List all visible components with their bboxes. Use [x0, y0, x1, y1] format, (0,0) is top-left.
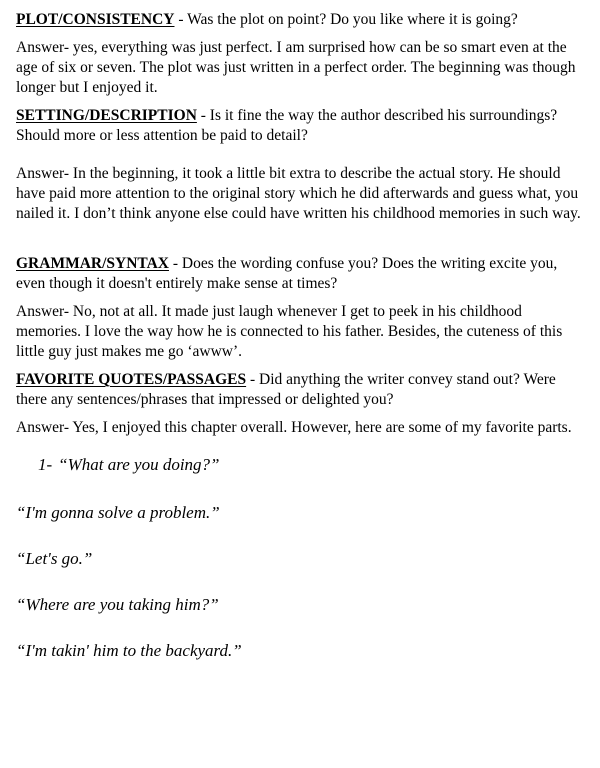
section-setting-description [16, 106, 586, 224]
heading-grammar-syntax: GRAMMAR/SYNTAX [16, 255, 169, 272]
prompt-plot-consistency [16, 10, 586, 30]
prompt-text: - Is it fine the way the author described his surroundings? Should more or less attention be paid to detail? [16, 107, 558, 144]
quote-list [16, 454, 586, 662]
heading-plot-consistency: PLOT/CONSISTENCY [16, 11, 175, 28]
heading-setting-description: SETTING/DESCRIPTION [16, 107, 197, 124]
quote-item: “I'm takin' him to the backyard.” [16, 641, 242, 660]
prompt-grammar-syntax [16, 254, 586, 294]
section-favorite-quotes [16, 370, 586, 438]
answer-setting-description: Answer- In the beginning, it took a little bit extra to describe the actual story. He should have paid more attention to the original story which he did afterwards and guess what, you nailed it. I don’t think anyone else could have written his childhood memories in such way. [16, 165, 581, 222]
quote-text: “What are you doing?” [58, 455, 220, 474]
answer-plot-consistency: Answer- yes, everything was just perfect. I am surprised how can be so smart even at the age of six or seven. The plot was just written in a perfect order. The beginning was though longer but I enjoyed it. [16, 39, 576, 96]
section-grammar-syntax [16, 254, 586, 362]
prompt-text: - Was the plot on point? Do you like where it is going? [174, 11, 518, 28]
prompt-setting-description [16, 106, 586, 146]
answer-favorite-quotes: Answer- Yes, I enjoyed this chapter overall. However, here are some of my favorite parts. [16, 419, 572, 436]
answer-grammar-syntax: Answer- No, not at all. It made just laugh whenever I get to peek in his childhood memories. I love the way how he is connected to his father. Besides, the cuteness of this little guy just makes me go ‘awww’. [16, 303, 563, 360]
quote-item: “Let's go.” [16, 549, 93, 568]
quote-number: 1- [38, 455, 53, 474]
prompt-favorite-quotes [16, 370, 586, 410]
prompt-text: - Did anything the writer convey stand out? Were there any sentences/phrases that impressed or delighted you? [16, 371, 556, 408]
quote-item: “I'm gonna solve a problem.” [16, 503, 220, 522]
prompt-text: - Does the wording confuse you? Does the writing excite you, even though it doesn't entirely make sense at times? [16, 255, 558, 292]
quote-item [16, 454, 586, 476]
heading-favorite-quotes: FAVORITE QUOTES/PASSAGES [16, 371, 247, 388]
quote-item: “Where are you taking him?” [16, 595, 219, 614]
section-plot-consistency [16, 10, 586, 98]
